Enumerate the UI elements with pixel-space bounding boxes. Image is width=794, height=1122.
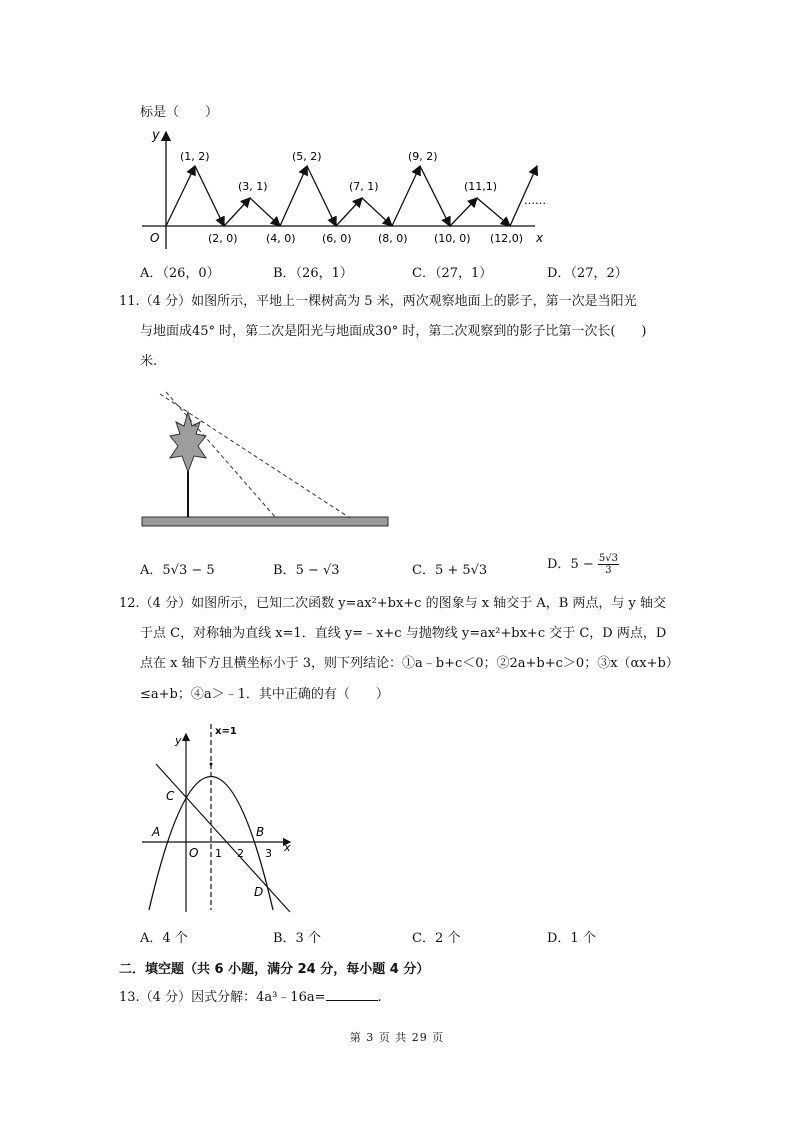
- q10-option-c[interactable]: C．（27，1）: [412, 266, 493, 281]
- x-axis-label: x: [536, 231, 544, 245]
- point-label: (4, 0): [266, 232, 296, 245]
- tick-label: 1: [215, 847, 222, 860]
- option-letter: B．: [273, 563, 296, 578]
- section-title: 二．填空题（共 6 小题，满分 24 分，每小题 4 分）: [119, 962, 430, 977]
- origin-label: O: [150, 231, 160, 245]
- tick-label: 2: [237, 847, 244, 860]
- point-label: (3, 1): [238, 180, 268, 193]
- q11-line-3: 米.: [140, 354, 158, 369]
- answer-blank[interactable]: [326, 988, 378, 1001]
- point-label: (12,0): [490, 232, 524, 245]
- q11-line-2: 与地面成45° 时，第二次是阳光与地面成30° 时，第二次观察到的影子比第一次长( ): [140, 324, 647, 339]
- q11-tree-shadow-figure: [136, 386, 396, 532]
- option-letter: C．: [412, 563, 435, 578]
- tree-crown: [170, 412, 206, 472]
- fraction: $\frac{5√3}{3}$: [598, 553, 618, 576]
- point-label: (10, 0): [434, 232, 471, 245]
- point-label: (11,1): [464, 180, 498, 193]
- q12-line-3: 点在 x 轴下方且横坐标小于 3，则下列结论：①a﹣b+c＜0；②2a+b+c＞0；③x（αx+b）: [140, 656, 679, 671]
- option-expression: 5 + 5√3: [434, 563, 488, 578]
- q10-option-d[interactable]: D．（27，2）: [547, 266, 628, 281]
- line-ymxc: [156, 764, 290, 912]
- point-label: (2, 0): [208, 232, 238, 245]
- q13-line: [119, 988, 382, 1007]
- point-label: (9, 2): [408, 150, 438, 163]
- origin-label: O: [189, 846, 199, 860]
- q12-parabola-figure: [140, 720, 300, 915]
- y-axis-label: y: [152, 128, 160, 143]
- q10-option-b[interactable]: B．（26，1）: [273, 266, 353, 281]
- point-label: (6, 0): [322, 232, 352, 245]
- q12-option-c[interactable]: C．2 个: [412, 931, 461, 946]
- q11-option-c[interactable]: [412, 559, 487, 578]
- symmetry-line-label: x=1: [215, 726, 237, 737]
- q11-option-b[interactable]: [273, 559, 340, 578]
- q10-zigzag-figure: [132, 124, 552, 254]
- option-letter: A．: [140, 563, 163, 578]
- point-label: (1, 2): [180, 150, 210, 163]
- q12-option-d[interactable]: D．1 个: [547, 931, 596, 946]
- y-axis-label: y: [175, 734, 182, 747]
- tick-label: 3: [265, 847, 272, 860]
- q11-option-a[interactable]: [140, 559, 215, 578]
- point-a-label: A: [152, 825, 161, 839]
- q12-option-b[interactable]: B．3 个: [273, 931, 321, 946]
- ground: [142, 517, 388, 526]
- point-c-label: C: [166, 789, 175, 803]
- q11-option-d[interactable]: [547, 553, 619, 576]
- option-expression: 5 − √3: [295, 563, 340, 578]
- q10-text-tail: 标是（ ）: [140, 105, 219, 120]
- q13-text: 13.（4 分）因式分解：4a³﹣16a=: [119, 990, 326, 1005]
- ellipsis-label: ……: [524, 194, 546, 207]
- q12-line-4: ≤a+b；④a＞﹣1．其中正确的有（ ）: [140, 687, 389, 702]
- q12-option-a[interactable]: A．4 个: [140, 931, 188, 946]
- q13-period: .: [377, 990, 382, 1005]
- point-label: (5, 2): [292, 150, 322, 163]
- q11-line-1: 11.（4 分）如图所示，平地上一棵树高为 5 米，两次观察地面上的影子，第一次是当阳光: [119, 294, 637, 309]
- point-label: (8, 0): [378, 232, 408, 245]
- page-footer: 第 3 页 共 29 页: [349, 1031, 445, 1044]
- q12-line-1: 12.（4 分）如图所示，已知二次函数 y=ax²+bx+c 的图象与 x 轴交于 A，B 两点，与 y 轴交: [119, 596, 667, 611]
- point-d-label: D: [254, 885, 264, 899]
- q10-option-a[interactable]: A．（26，0）: [140, 266, 220, 281]
- point-label: (7, 1): [349, 180, 379, 193]
- option-letter: D．: [547, 557, 571, 572]
- x-axis-label: x: [284, 841, 291, 854]
- zigzag-path: [166, 166, 537, 226]
- option-expression: 5√3 − 5: [162, 563, 215, 578]
- option-expression: 5 −: [570, 557, 594, 572]
- point-b-label: B: [256, 825, 265, 839]
- q12-line-2: 于点 C，对称轴为直线 x=1．直线 y=﹣x+c 与抛物线 y=ax²+bx+c 交于 C，D 两点，D: [140, 626, 667, 641]
